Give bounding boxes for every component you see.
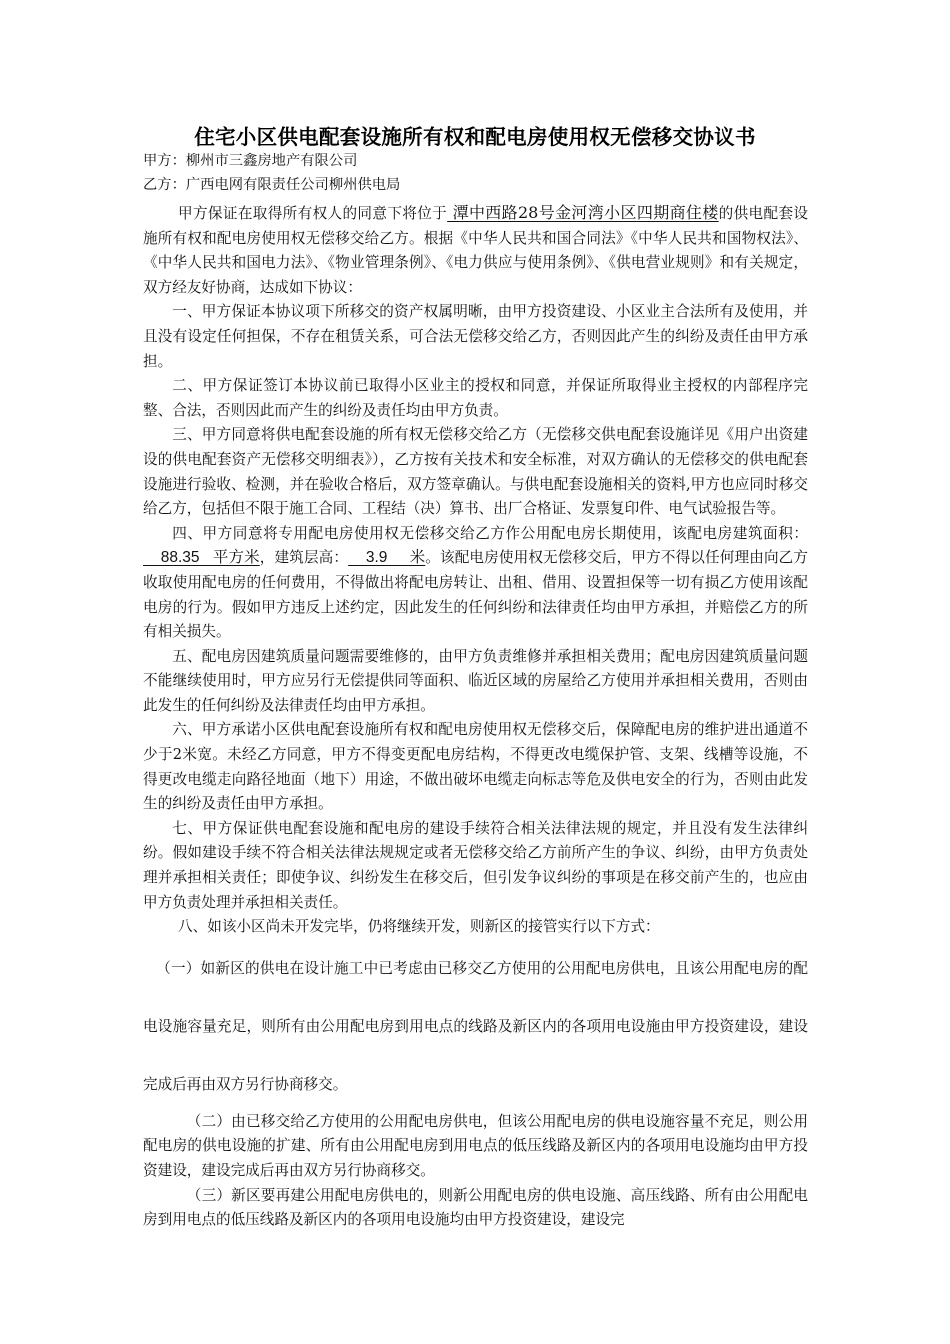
project-location: 潭中西路28号金河湾小区四期商住楼 <box>447 203 719 222</box>
party-a-line: 甲方：柳州市三鑫房地产有限公司 <box>143 153 358 169</box>
clause-8: 八、如该小区尚未开发完毕，仍将继续开发，则新区的接管实行以下方式： <box>178 918 660 936</box>
clause-8-item-3: （三）新区要再建公用配电房供电的，则新公用配电房的供电设施、高压线路、所有由公用配电房到用电点的低压线路及新区内的各项用电设施均由甲方投资建设，建设完 <box>143 1186 808 1229</box>
clause-8-item-1: （一）如新区的供电在设计施工中已考虑由已移交乙方使用的公用配电房供电，且该公用配电房的配电设施容量充足，则所有由公用配电房到用电点的线路及新区内的各项用电设施由甲方投资建设，建设完成后再由双方另行协商移交。 <box>143 959 808 1093</box>
clause-3: 三、甲方同意将供电配套设施的所有权无偿移交给乙方（无偿移交供电配套设施详见《用户出资建设的供电配套资产无偿移交明细表》），乙方按有关技术和安全标准，对双方确认的无偿移交的供电配套设施进行验收、检测，并在验收合格后，双方签章确认。与供电配套设施相关的资料,甲方也应同时移交给乙方，包括但不限于施工合同、工程结（决）算书、出厂合格证、发票复印件、电气试验报告等。 <box>143 426 808 518</box>
clause-2: 二、甲方保证签订本协议前已取得小区业主的授权和同意，并保证所取得业主授权的内部程序完整、合法，否则因此而产生的纠纷及责任均由甲方负责。 <box>143 377 808 419</box>
clause-1: 一、甲方保证本协议项下所移交的资产权属明晰，由甲方投资建设、小区业主合法所有及使用，并且没有设定任何担保，不存在租赁关系，可合法无偿移交给乙方，否则因此产生的纠纷及责任由甲方承担。 <box>143 303 808 370</box>
clause-7: 七、甲方保证供电配套设施和配电房的建设手续符合相关法律法规的规定，并且没有发生法律纠纷。假如建设手续不符合相关法律法规规定或者无偿移交给乙方前所产生的争议、纠纷，由甲方负责处理并承担相关责任；即使争议、纠纷发生在移交后，但引发争议纠纷的事项是在移交前产生的，也应由甲方负责处理并承担相关责任。 <box>143 819 808 911</box>
intro-paragraph <box>143 201 808 300</box>
party-b-line: 乙方：广西电网有限责任公司柳州供电局 <box>143 177 401 193</box>
clause-8-item-2: （二）由已移交给乙方使用的公用配电房供电，但该公用配电房的供电设施容量不充足，则公用配电房的供电设施的扩建、所有由公用配电房到用电点的低压线路及新区内的各项用电设施均由甲方投资建设，建设完成后再由双方另行协商移交。 <box>143 1112 808 1179</box>
clause-4-middle: ，建筑层高： <box>259 549 349 567</box>
intro-suffix: 的供电配套设施所有权和配电房使用权无偿移交给乙方。根据《中华人民共和国合同法》《中华人民共和国物权法》、《中华人民共和国电力法》、《物业管理条例》、《电力供应与使用条例》、《供电营业规则》和有关规定，双方经友好协商，达成如下协议： <box>143 205 808 296</box>
clause-4 <box>143 522 808 645</box>
clause-4-suffix: 。该配电房使用权无偿移交后，甲方不得以任何理由向乙方收取使用配电房的任何费用，不得做出将配电房转让、出租、借用、设置担保等一切有损乙方使用该配电房的行为。假如甲方违反上述约定，因此发生的任何纠纷和法律责任均由甲方承担，并赔偿乙方的所有相关损失。 <box>143 549 808 641</box>
agreement-body <box>143 201 808 1233</box>
clause-6: 六、甲方承诺小区供电配套设施所有权和配电房使用权无偿移交后，保障配电房的维护进出通道不少于2米宽。未经乙方同意，甲方不得变更配电房结构，不得更改电缆保护管、支架、线槽等设施，不得更改电缆走向路径地面（地下）用途，不做出破坏电缆走向标志等危及供电安全的行为，否则由此发生的纠纷及责任由甲方承担。 <box>143 721 808 813</box>
floor-height-value: 3.9 米 <box>348 549 426 567</box>
clause-4-prefix: 四、甲方同意将专用配电房使用权无偿移交给乙方作公用配电房长期使用，该配电房建筑面积： <box>172 524 808 542</box>
clause-5: 五、配电房因建筑质量问题需要维修的，由甲方负责维修并承担相关费用；配电房因建筑质量问题不能继续使用时，甲方应另行无偿提供同等面积、临近区域的房屋给乙方使用并承担相关费用，否则由此发生的任何纠纷及法律责任均由甲方承担。 <box>143 647 808 714</box>
document-title: 住宅小区供电配套设施所有权和配电房使用权无偿移交协议书 <box>194 125 756 149</box>
building-area-value: 88.35 平方米 <box>143 549 260 567</box>
intro-prefix: 甲方保证在取得所有权人的同意下将位于 <box>178 205 448 222</box>
